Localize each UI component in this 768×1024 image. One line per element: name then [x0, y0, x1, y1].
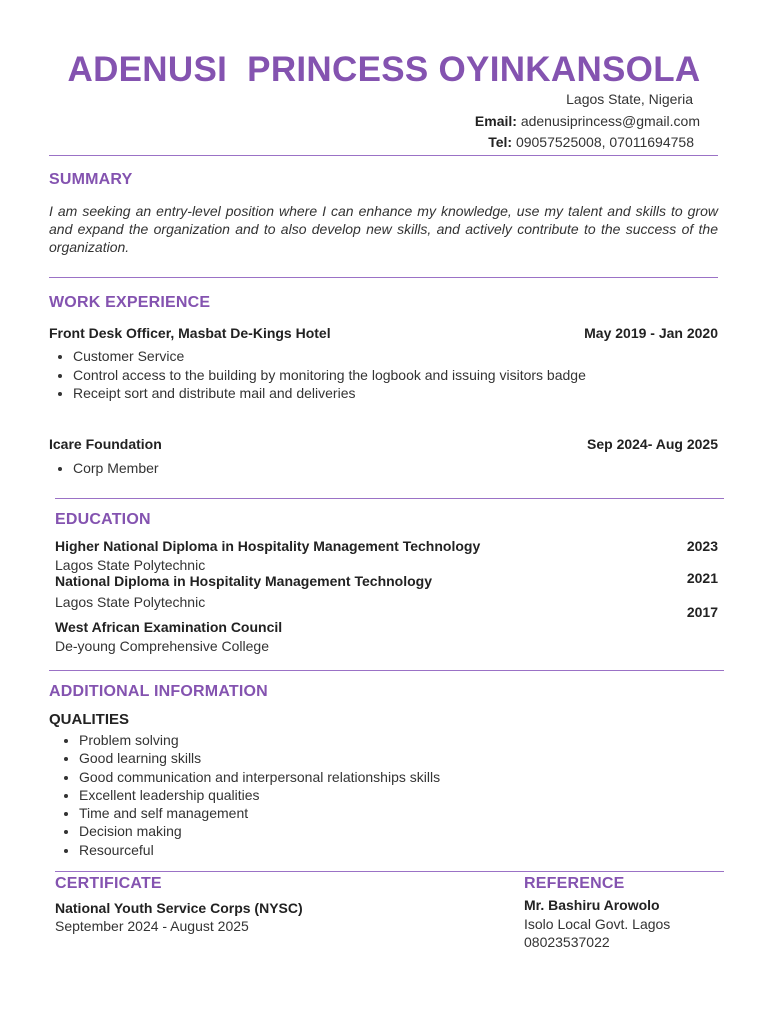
email-label: Email: — [474, 113, 517, 129]
education-school: Lagos State Polytechnic — [55, 594, 206, 610]
job-title: Icare Foundation — [49, 436, 162, 452]
education-title: Higher National Diploma in Hospitality Management Technology — [55, 538, 481, 554]
work-divider — [55, 498, 724, 499]
education-year: 2021 — [686, 570, 718, 586]
qualities-list — [55, 731, 679, 859]
header-divider — [49, 155, 718, 156]
additional-heading: ADDITIONAL INFORMATION — [49, 683, 268, 700]
list-item: • Time and self management — [79, 804, 679, 822]
education-title: West African Examination Council — [55, 619, 283, 635]
list-item: • Receipt sort and distribute mail and deliveries — [73, 384, 742, 403]
list-item: • Decision making — [79, 822, 679, 840]
list-item: • Corp Member — [73, 459, 742, 478]
list-item: • Excellent leadership qualities — [79, 786, 679, 804]
job-duties-list — [49, 459, 742, 478]
qualities-heading: QUALITIES — [49, 711, 130, 728]
location: Lagos State, Nigeria — [566, 91, 693, 107]
education-divider — [49, 670, 724, 671]
email-value: adenusiprincess@gmail.com — [520, 113, 700, 129]
additional-divider — [55, 871, 724, 872]
reference-heading: REFERENCE — [524, 875, 625, 892]
education-year: 2017 — [686, 604, 718, 620]
reference-phone: 08023537022 — [524, 934, 610, 950]
job-title: Front Desk Officer, Masbat De-Kings Hotel — [49, 325, 331, 341]
work-heading: WORK EXPERIENCE — [49, 294, 211, 311]
tel-label: Tel: — [488, 134, 513, 150]
list-item: • Good communication and interpersonal relationships skills — [79, 768, 679, 786]
summary-text: I am seeking an entry-level position where I can enhance my knowledge, use my talent and skills to grow and expand the organization and to also develop new skills, and actively contribute to the success of the organization. — [49, 203, 718, 255]
list-item: • Resourceful — [79, 841, 679, 859]
job-dates: Sep 2024- Aug 2025 — [587, 436, 718, 452]
tel-line — [488, 134, 694, 150]
education-year: 2023 — [686, 538, 718, 554]
job-duties-list — [49, 347, 742, 403]
certificate-title: National Youth Service Corps (NYSC) — [55, 900, 303, 916]
summary-heading: SUMMARY — [49, 171, 133, 188]
reference-address: Isolo Local Govt. Lagos — [524, 916, 671, 932]
resume-name: ADENUSI PRINCESS OYINKANSOLA — [67, 50, 701, 89]
education-school: Lagos State Polytechnic — [55, 557, 206, 573]
certificate-heading: CERTIFICATE — [55, 875, 162, 892]
email-line — [475, 113, 700, 129]
summary-divider — [49, 277, 718, 278]
education-heading: EDUCATION — [55, 511, 151, 528]
list-item: • Control access to the building by monitoring the logbook and issuing visitors badge — [73, 366, 742, 385]
education-school: De-young Comprehensive College — [55, 638, 270, 654]
education-title: National Diploma in Hospitality Management Technology — [55, 573, 433, 589]
tel-value: 09057525008, 07011694758 — [515, 134, 694, 150]
list-item: • Good learning skills — [79, 749, 679, 767]
certificate-dates: September 2024 - August 2025 — [55, 918, 249, 934]
list-item: • Problem solving — [79, 731, 679, 749]
job-dates: May 2019 - Jan 2020 — [584, 325, 718, 341]
reference-name: Mr. Bashiru Arowolo — [524, 897, 660, 913]
list-item: • Customer Service — [73, 347, 742, 366]
